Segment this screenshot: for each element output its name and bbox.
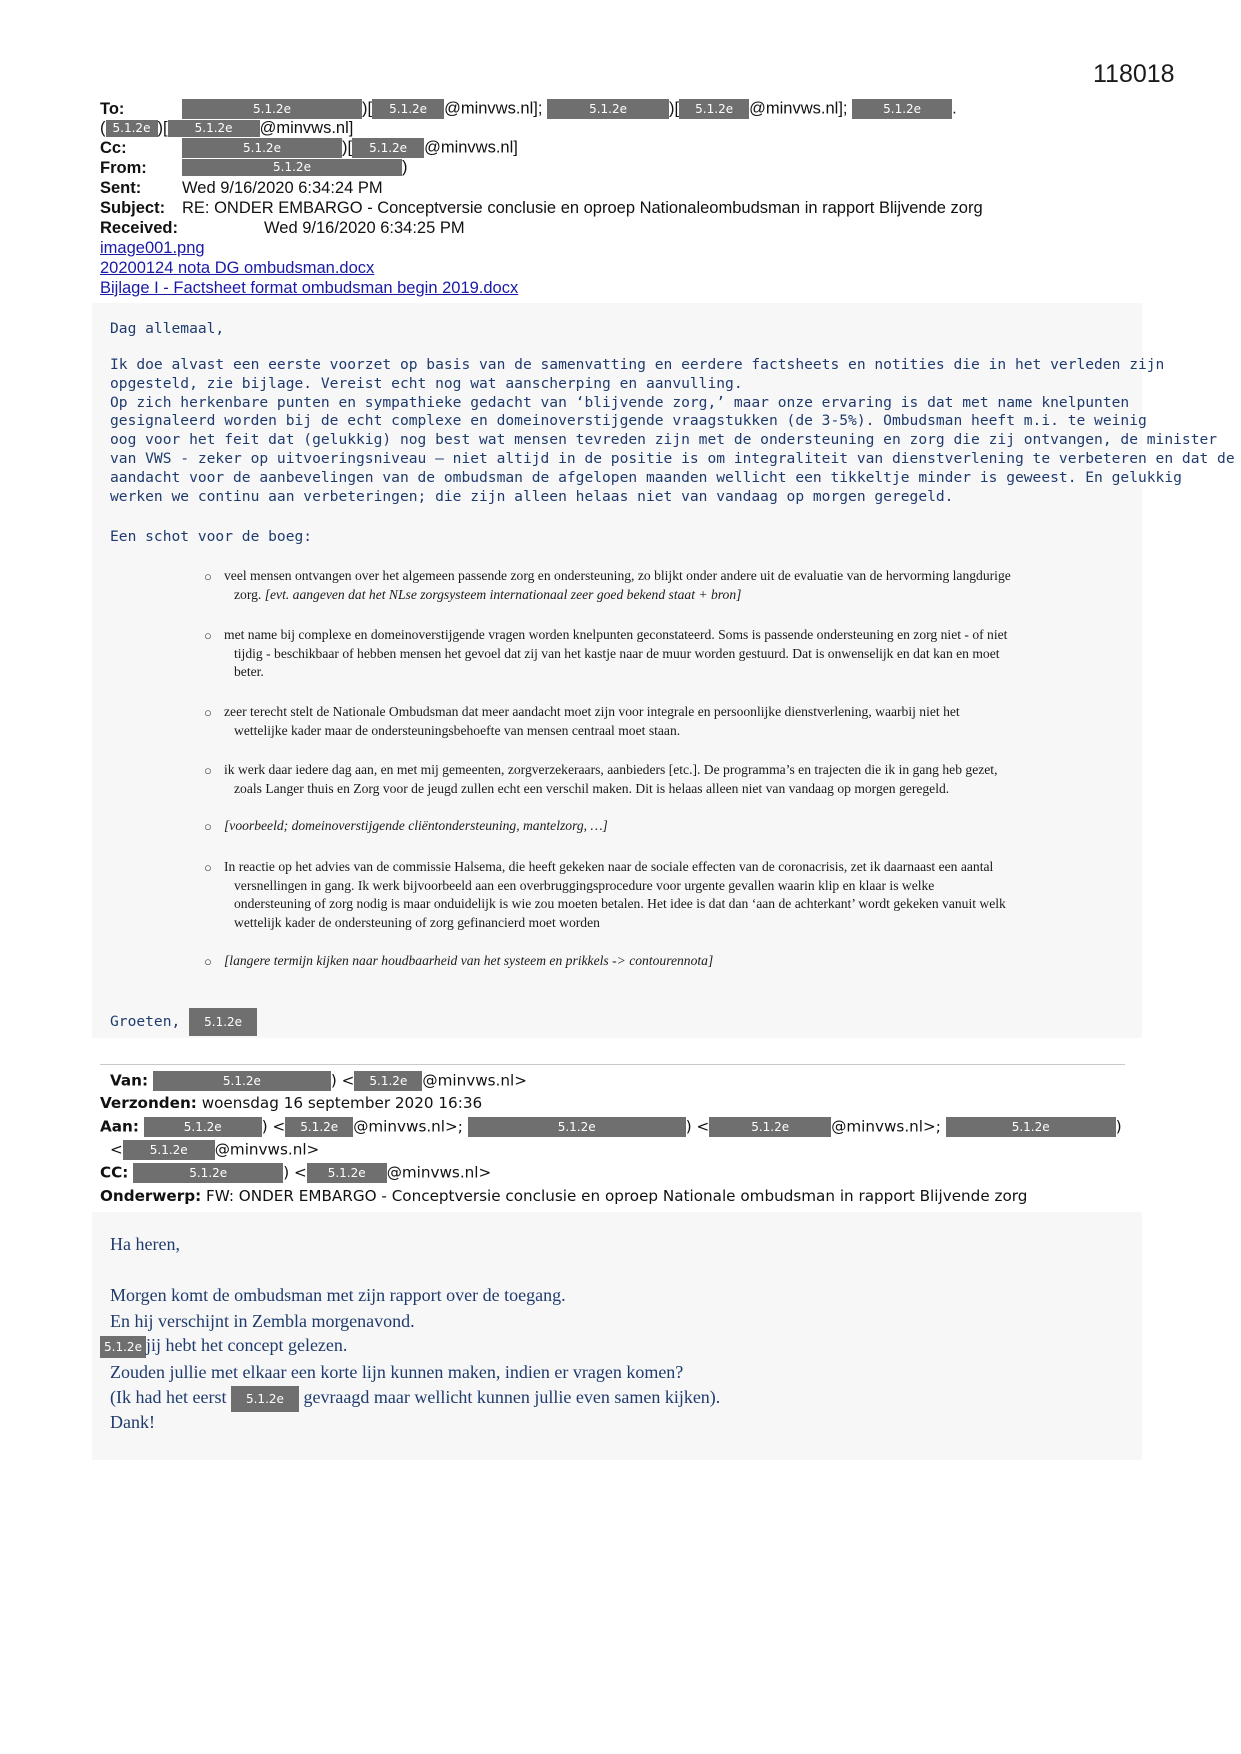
email-domain: @minvws.nl>; [353, 1117, 463, 1136]
email-domain: @minvws.nl> [422, 1071, 527, 1090]
email-domain: @minvws.nl>; [831, 1117, 941, 1136]
redaction: 5.1.2e [153, 1071, 331, 1091]
received-label: Received: [100, 219, 178, 237]
subject-label: Subject: [100, 199, 166, 217]
redaction: 5.1.2e [182, 138, 342, 158]
fwd-verzonden-line: Verzonden: woensdag 16 september 2020 16:36 [100, 1094, 483, 1112]
fwd-aan-line: Aan: 5.1.2e ) < 5.1.2e @minvws.nl>; 5.1.2e ) < 5.1.2e @minvws.nl>; 5.1.2e ) [100, 1117, 1122, 1136]
bullet-circle-icon: ○ [204, 569, 212, 584]
cc-line: 5.1.2e )[ 5.1.2e @minvws.nl] [182, 138, 518, 158]
redaction: 5.1.2e [182, 159, 402, 176]
reply-greeting: Dag allemaal, [110, 320, 225, 337]
sent-label: Sent: [100, 179, 142, 197]
from-line: 5.1.2e ) [182, 158, 408, 177]
redaction: 5.1.2e [100, 1336, 146, 1358]
received-value: Wed 9/16/2020 6:34:25 PM [264, 219, 465, 237]
document-number: 118018 [1093, 60, 1175, 88]
redaction: 5.1.2e [182, 99, 362, 119]
from-label: From: [100, 159, 147, 177]
message-line: Zouden jullie met elkaar een korte lijn kunnen maken, indien er vragen komen? [110, 1362, 684, 1382]
email-domain: @minvws.nl] [424, 138, 518, 157]
fwd-cc-line: CC: 5.1.2e ) < 5.1.2e @minvws.nl> [100, 1163, 492, 1182]
to-label: To: [100, 100, 125, 118]
bullet-circle-icon: ○ [204, 819, 212, 834]
attachment-link[interactable]: image001.png [100, 239, 205, 257]
fwd-van-line: Van: 5.1.2e ) < 5.1.2e @minvws.nl> [110, 1071, 527, 1090]
message-greeting: Ha heren, [110, 1234, 180, 1254]
reply-boeg-line: Een schot voor de boeg: [110, 528, 313, 545]
divider [100, 1064, 1125, 1065]
bullet-item: [langere termijn kijken naar houdbaarheid van het systeem en prikkels -> contourennota] [224, 953, 714, 968]
redaction: 5.1.2e [106, 120, 158, 137]
redaction: 5.1.2e [231, 1386, 299, 1412]
redaction: 5.1.2e [144, 1117, 262, 1137]
redaction: 5.1.2e [133, 1163, 283, 1183]
redaction: 5.1.2e [852, 99, 952, 119]
message-line: (Ik had het eerst 5.1.2e gevraagd maar wellicht kunnen jullie even samen kijken). [110, 1386, 720, 1412]
bullet-circle-icon: ○ [204, 705, 212, 720]
email-domain: @minvws.nl] [259, 119, 354, 137]
redaction: 5.1.2e [189, 1008, 257, 1036]
subject-value: RE: ONDER EMBARGO - Conceptversie conclusie en oproep Nationaleombudsman in rapport Blijvende zorg [182, 199, 983, 217]
fwd-aan-line-2: < 5.1.2e @minvws.nl> [110, 1140, 320, 1159]
message-line: Morgen komt de ombudsman met zijn rapport over de toegang. [110, 1285, 566, 1305]
redaction: 5.1.2e [285, 1117, 353, 1137]
redaction: 5.1.2e [123, 1140, 215, 1160]
message-line: En hij verschijnt in Zembla morgenavond. [110, 1311, 415, 1331]
redaction: 5.1.2e [946, 1117, 1116, 1137]
bullet-circle-icon: ○ [204, 954, 212, 969]
bullet-circle-icon: ○ [204, 763, 212, 778]
to-line-1: 5.1.2e )[ 5.1.2e @minvws.nl]; 5.1.2e )[ 5.1.2e @minvws.nl]; 5.1.2e . [182, 99, 957, 119]
fwd-onderwerp-line: Onderwerp: FW: ONDER EMBARGO - Conceptversie conclusie en oproep Nationale ombudsman in rapport Blijvende zorg [100, 1187, 1028, 1205]
to-line-2: ( 5.1.2e )[ 5.1.2e @minvws.nl] [100, 119, 354, 137]
email-domain: @minvws.nl> [386, 1163, 492, 1182]
redaction: 5.1.2e [352, 138, 424, 158]
bullet-circle-icon: ○ [204, 860, 212, 875]
redaction: 5.1.2e [372, 99, 444, 119]
redaction: 5.1.2e [168, 120, 260, 137]
email-domain: @minvws.nl]; [749, 99, 848, 118]
bullet-item: [voorbeeld; domeinoverstijgende cliëntondersteuning, mantelzorg, …] [224, 818, 608, 833]
redaction: 5.1.2e [547, 99, 669, 119]
email-domain: @minvws.nl]; [444, 99, 543, 118]
redaction: 5.1.2e [709, 1117, 831, 1137]
redaction: 5.1.2e [468, 1117, 686, 1137]
reply-closing: Groeten, 5.1.2e [110, 1008, 257, 1036]
bullet-circle-icon: ○ [204, 628, 212, 643]
message-line: 5.1.2e jij hebt het concept gelezen. [100, 1335, 347, 1358]
redaction: 5.1.2e [307, 1163, 387, 1183]
bullet-item: ik werk daar iedere dag aan, en met mij gemeenten, zorgverzekeraars, aanbieders [etc.]. De programma’s en trajecten die ik in gang heb gezet, zoals Langer thuis en Zorg voor de jeugd zullen echt een verschil maken. Dit is helaas alleen niet van vandaag op morgen geregeld. [224, 762, 998, 796]
email-domain: @minvws.nl> [214, 1140, 320, 1159]
cc-label: Cc: [100, 139, 127, 157]
bullet-item: met name bij complexe en domeinoverstijgende vragen worden knelpunten geconstateerd. Soms is passende ondersteuning en zorg niet - of niet tijdig - beschikbaar of hebben mensen het gevoel dat zij van het kastje naar de muur worden gestuurd. Dat is onwenselijk en dat kan en moet beter. [224, 627, 1008, 679]
bullet-item: In reactie op het advies van de commissie Halsema, die heeft gekeken naar de sociale effecten van de coronacrisis, zet ik daarnaast een aantal versnellingen in gang. Ik werk bijvoorbeeld aan een overbruggingsprocedure voor urgente gevallen waarin klip en klaar is welke ondersteuning of zorg nodig is maar onduidelijk is wie zou moeten betalen. Het idee is dat dan ‘aan de achterkant’ wordt gekeken vanuit welk wettelijk kader de ondersteuning of zorg gefinancierd moet worden [224, 859, 1006, 930]
message-line: Dank! [110, 1412, 155, 1432]
sent-value: Wed 9/16/2020 6:34:24 PM [182, 179, 383, 197]
attachment-link[interactable]: 20200124 nota DG ombudsman.docx [100, 259, 375, 277]
bullet-item: zeer terecht stelt de Nationale Ombudsman dat meer aandacht moet zijn voor integrale en persoonlijke dienstverlening, waarbij niet het wettelijke kader maar de ondersteuningsbehoefte van mensen centraal moet staan. [224, 704, 960, 738]
bullet-item: veel mensen ontvangen over het algemeen passende zorg en ondersteuning, zo blijkt onder andere uit de evaluatie van de hervorming langdurige zorg. [evt. aangeven dat het NLse zorgsysteem internationaal zeer goed bekend staat + bron] [224, 568, 1011, 602]
redaction: 5.1.2e [679, 99, 749, 119]
reply-paragraph: Ik doe alvast een eerste voorzet op basis van de samenvatting en eerdere factsheets en notities die in het verleden zijn opgesteld, zie bijlage. Vereist echt nog wat aanscherping en aanvulling. Op zich herkenbare punten en sympathieke gedacht van ‘blijvende zorg,’ maar onze ervaring is dat met name knelpunten gesignaleerd worden bij de echt complexe en domeinoverstijgende vraagstukken (de 3-5%). Ombudsman heeft m.i. te weinig oog voor het feit dat (gelukkig) nog best wat mensen tevreden zijn met de ondersteuning en zorg die zij ontvangen, de minister van VWS - zeker op uitvoeringsniveau – niet altijd in de positie is om integraliteit van dienstverlening te verbeteren en dat de aandacht voor de aanbevelingen van de ombudsman de afgelopen maanden wellicht een tikkeltje minder is geweest. En gelukkig werken we continu aan verbeteringen; die zijn alleen helaas niet van vandaag op morgen geregeld. [110, 356, 1235, 505]
attachment-link[interactable]: Bijlage I - Factsheet format ombudsman begin 2019.docx [100, 279, 519, 297]
redaction: 5.1.2e [354, 1071, 422, 1091]
